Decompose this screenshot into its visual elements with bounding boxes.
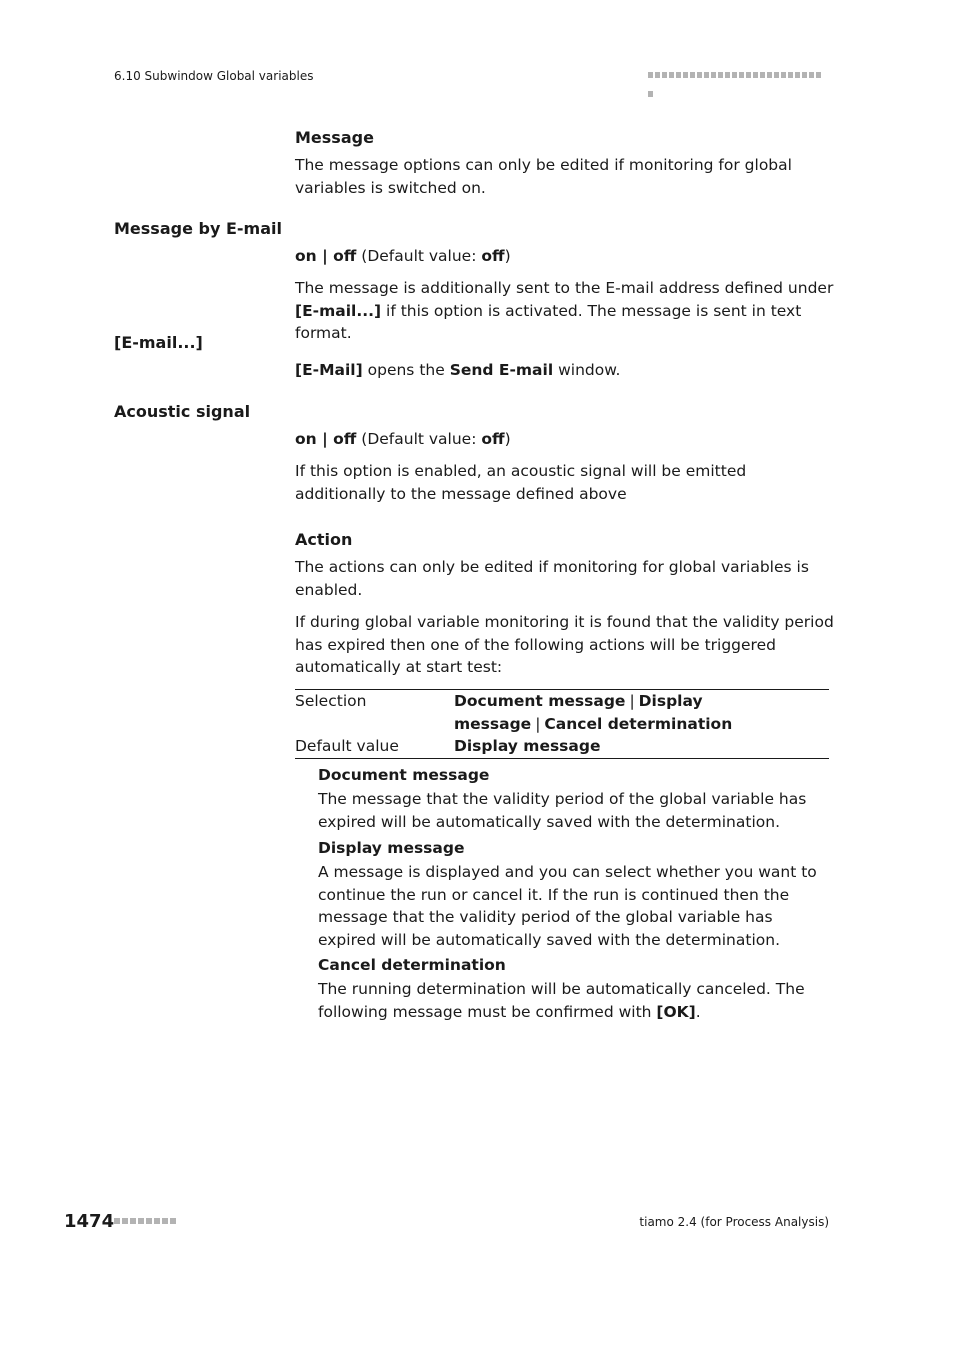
option-cancel-determination: Cancel determination bbox=[544, 714, 733, 733]
ok-button-ref: [OK] bbox=[656, 1002, 696, 1021]
email-button-ref: [E-mail...] bbox=[295, 301, 382, 320]
on-off-options: on | off bbox=[295, 247, 357, 265]
option-description: The message that the validity period of the global variable has expired will be automatically saved with the determination. bbox=[318, 790, 807, 831]
message-by-email-label: Message by E-mail bbox=[114, 219, 282, 238]
header-decoration bbox=[648, 72, 829, 80]
action-intro: The actions can only be edited if monitoring for global variables is enabled. bbox=[295, 558, 809, 599]
message-by-email-values bbox=[295, 245, 835, 268]
option-description bbox=[318, 978, 832, 1023]
send-email-window-ref: Send E-mail bbox=[449, 361, 554, 379]
action-heading: Action bbox=[295, 530, 353, 549]
default-prefix: (Default value: bbox=[356, 247, 482, 265]
table-key: Selection bbox=[295, 692, 367, 710]
message-intro: The message options can only be edited if monitoring for global variables is switched on. bbox=[295, 156, 792, 197]
footer-decoration bbox=[114, 1218, 178, 1237]
message-by-email-description bbox=[295, 277, 835, 345]
desc-text: opens the bbox=[362, 361, 450, 379]
table-row-selection bbox=[295, 690, 829, 735]
option-title: Display message bbox=[318, 839, 465, 857]
separator: | bbox=[535, 714, 541, 733]
option-title: Document message bbox=[318, 766, 490, 784]
desc-text: . bbox=[695, 1002, 701, 1021]
email-button-description bbox=[295, 359, 835, 382]
table-row-default bbox=[295, 735, 829, 758]
option-description: A message is displayed and you can select whether you want to continue the run or cancel it. If the run is continued then the message that the validity period of the global variable has expired will be automatically saved with the determination. bbox=[318, 863, 817, 949]
email-button-ref: [E-Mail] bbox=[295, 361, 363, 379]
acoustic-signal-description: If this option is enabled, an acoustic signal will be emitted additionally to the message defined above bbox=[295, 462, 747, 503]
option-document-message: Document message bbox=[454, 692, 626, 710]
page-number: 1474 bbox=[64, 1211, 115, 1232]
action-description: If during global variable monitoring it is found that the validity period has expired then one of the following actions will be triggered automatically at start test: bbox=[295, 613, 834, 676]
acoustic-signal-values bbox=[295, 428, 835, 451]
table-value bbox=[454, 690, 829, 735]
default-prefix: (Default value: bbox=[356, 430, 482, 448]
default-value: off bbox=[481, 430, 505, 448]
default-value: off bbox=[481, 247, 505, 265]
default-suffix: ) bbox=[504, 247, 511, 265]
on-off-options: on | off bbox=[295, 430, 357, 448]
action-options-table bbox=[295, 689, 829, 759]
separator: | bbox=[629, 692, 635, 710]
desc-text: if this option is activated. The message is sent in text format. bbox=[295, 301, 802, 342]
product-name: tiamo 2.4 (for Process Analysis) bbox=[639, 1215, 829, 1229]
section-header: 6.10 Subwindow Global variables bbox=[114, 69, 314, 83]
message-heading: Message bbox=[295, 128, 374, 147]
desc-text: window. bbox=[553, 361, 621, 379]
email-button-label: [E-mail...] bbox=[114, 333, 203, 352]
desc-text: The running determination will be automatically canceled. The following message must be confirmed with bbox=[318, 980, 805, 1021]
option-title: Cancel determination bbox=[318, 956, 506, 974]
acoustic-signal-label: Acoustic signal bbox=[114, 402, 251, 421]
table-key: Default value bbox=[295, 737, 399, 755]
option-display-message: Display message bbox=[454, 692, 703, 733]
desc-text: The message is additionally sent to the E-mail address defined under bbox=[295, 279, 834, 297]
table-value: Display message bbox=[454, 737, 601, 755]
default-suffix: ) bbox=[504, 430, 511, 448]
